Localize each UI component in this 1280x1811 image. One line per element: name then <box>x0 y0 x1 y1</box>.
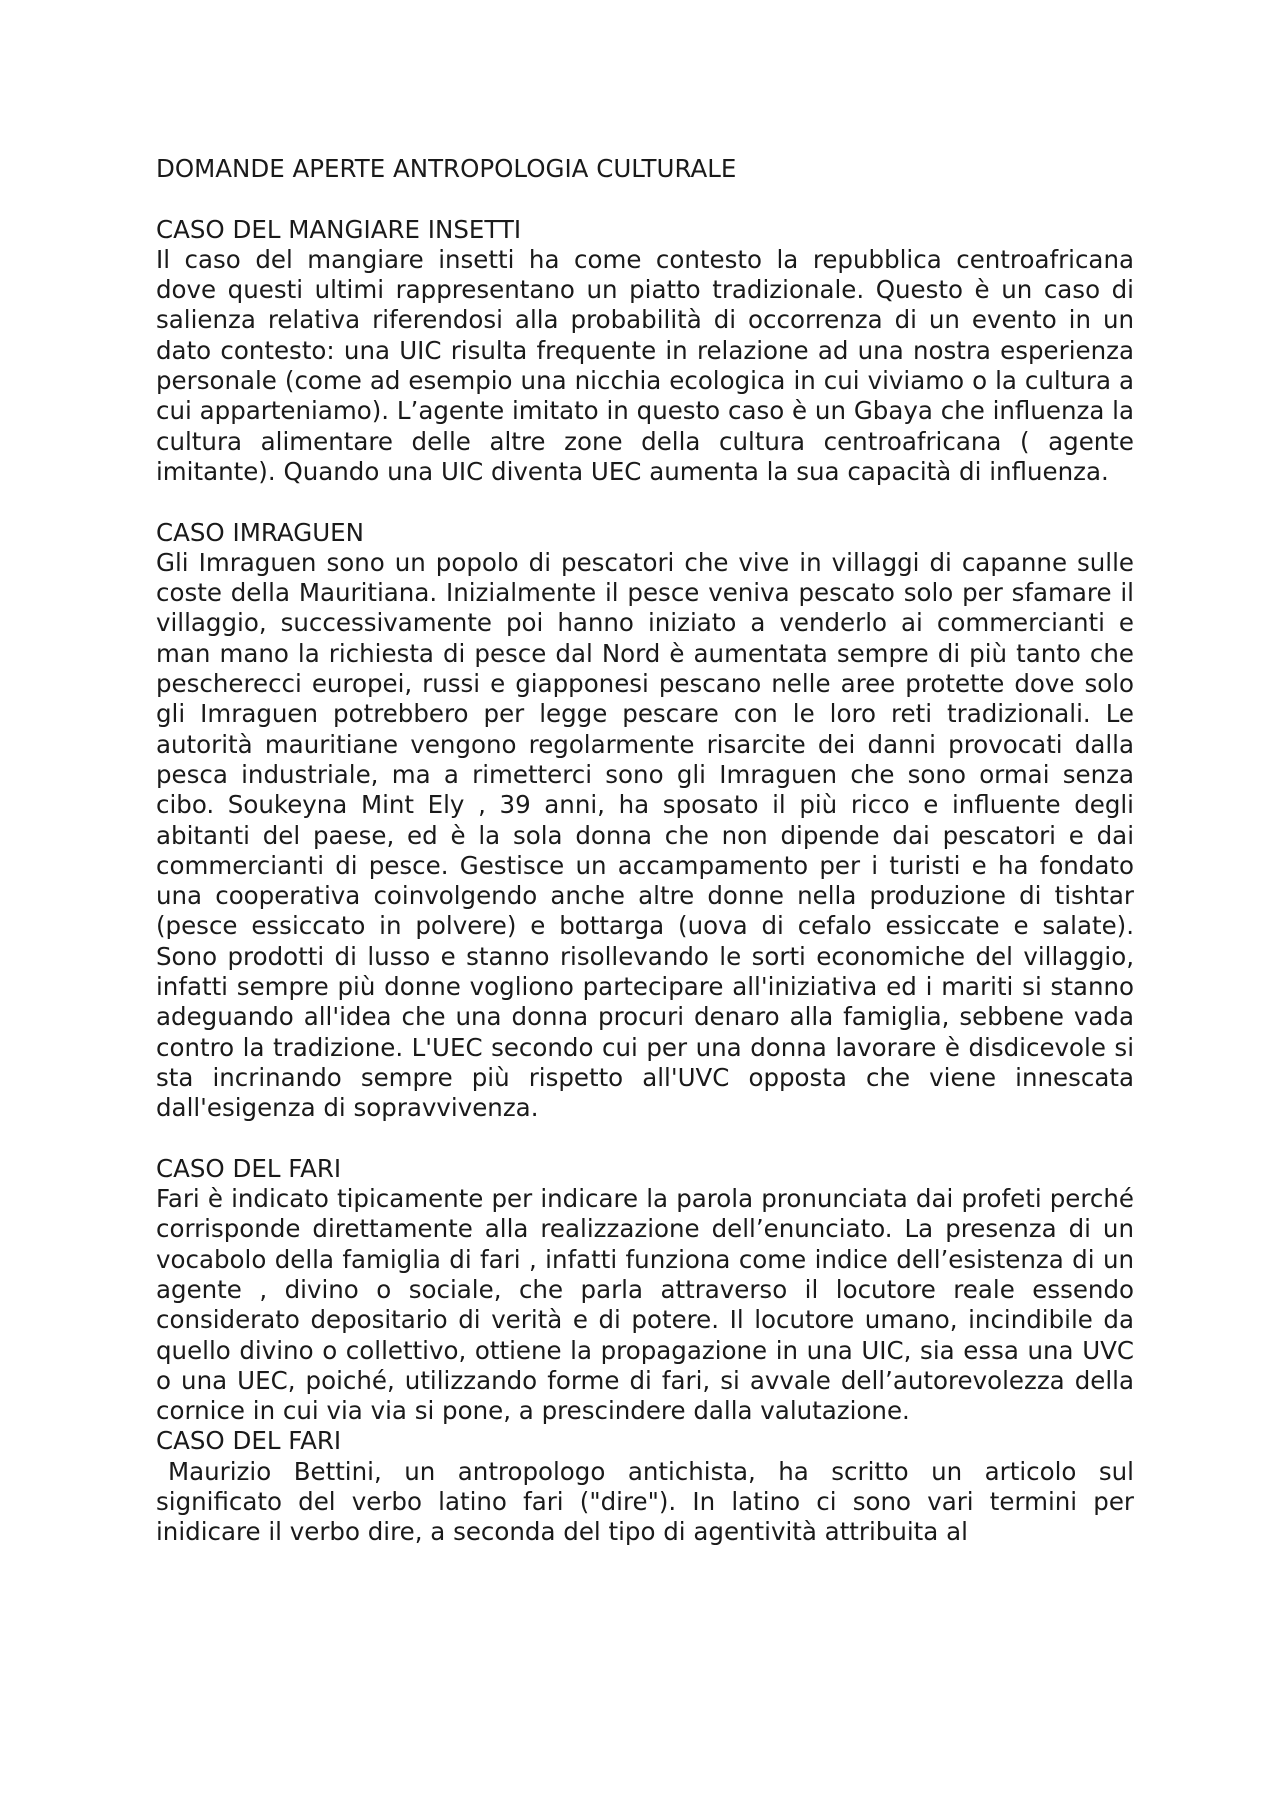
section-text-insetti: Il caso del mangiare insetti ha come contesto la repubblica centroafricana dove questi ultimi rappresentano un piatto tradizionale. Questo è un caso di salienza relativa riferendosi alla probabilità di occorrenza di un evento in un dato contesto: una UIC risulta frequente in relazione ad una nostra esperienza personale (come ad esempio una nicchia ecologica in cui viviamo o la cultura a cui apparteniamo). L’agente imitato in questo caso è un Gbaya che influenza la cultura alimentare delle altre zone della cultura centroafricana ( agente imitante). Quando una UIC diventa UEC aumenta la sua capacità di influenza. <box>156 244 1134 486</box>
section-text-imraguen: Gli Imraguen sono un popolo di pescatori che vive in villaggi di capanne sulle coste della Mauritiana. Inizialmente il pesce veniva pescato solo per sfamare il villaggio, successivamente poi hanno iniziato a venderlo ai commercianti e man mano la richiesta di pesce dal Nord è aumentata sempre di più tanto che pescherecci europei, russi e giapponesi pescano nelle aree protette dove solo gli Imraguen potrebbero per legge pescare con le loro reti tradizionali. Le autorità mauritiane vengono regolarmente risarcite dei danni provocati dalla pesca industriale, ma a rimetterci sono gli Imraguen che sono ormai senza cibo. Soukeyna Mint Ely , 39 anni, ha sposato il più ricco e influente degli abitanti del paese, ed è la sola donna che non dipende dai pescatori e dai commercianti di pesce. Gestisce un accampamento per i turisti e ha fondato una cooperativa coinvolgendo anche altre donne nella produzione di tishtar (pesce essiccato in polvere) e bottarga (uova di cefalo essiccate e salate). Sono prodotti di lusso e stanno risollevando le sorti economiche del villaggio, infatti sempre più donne vogliono partecipare all'iniziativa ed i mariti si stanno adeguando all'idea che una donna procuri denaro alla famiglia, sebbene vada contro la tradizione. L'UEC secondo cui per una donna lavorare è disdicevole si sta incrinando sempre più rispetto all'UVC opposta che viene innescata dall'esigenza di sopravvivenza. <box>156 547 1134 1123</box>
blank-line <box>156 1124 1134 1154</box>
section-heading-imraguen: CASO IMRAGUEN <box>156 517 364 547</box>
section-heading-fari-2: CASO DEL FARI <box>156 1426 342 1456</box>
document-page <box>156 154 1134 1548</box>
document-title: DOMANDE APERTE ANTROPOLOGIA CULTURALE <box>156 154 737 183</box>
section-heading-fari: CASO DEL FARI <box>156 1153 342 1183</box>
section-heading-insetti: CASO DEL MANGIARE INSETTI <box>156 214 522 244</box>
section-text-fari: Fari è indicato tipicamente per indicare la parola pronunciata dai profeti perché corrisponde direttamente alla realizzazione dell’enunciato. La presenza di un vocabolo della famiglia di fari , infatti funziona come indice dell’esistenza di un agente , divino o sociale, che parla attraverso il locutore reale essendo considerato depositario di verità e di potere. Il locutore umano, incindibile da quello divino o collettivo, ottiene la propagazione in una UIC, sia essa una UVC o una UEC, poiché, utilizzando forme di fari, si avvale dell’autorevolezza della cornice in cui via via si pone, a prescindere dalla valutazione. <box>156 1184 1134 1426</box>
blank-line <box>156 487 1134 517</box>
blank-line <box>156 184 1134 214</box>
section-text-fari-2: Maurizio Bettini, un antropologo antichista, ha scritto un articolo sul significato del verbo latino fari ("dire"). In latino ci sono vari termini per inidicare il verbo dire, a seconda del tipo di agentività attribuita al <box>156 1456 1134 1547</box>
